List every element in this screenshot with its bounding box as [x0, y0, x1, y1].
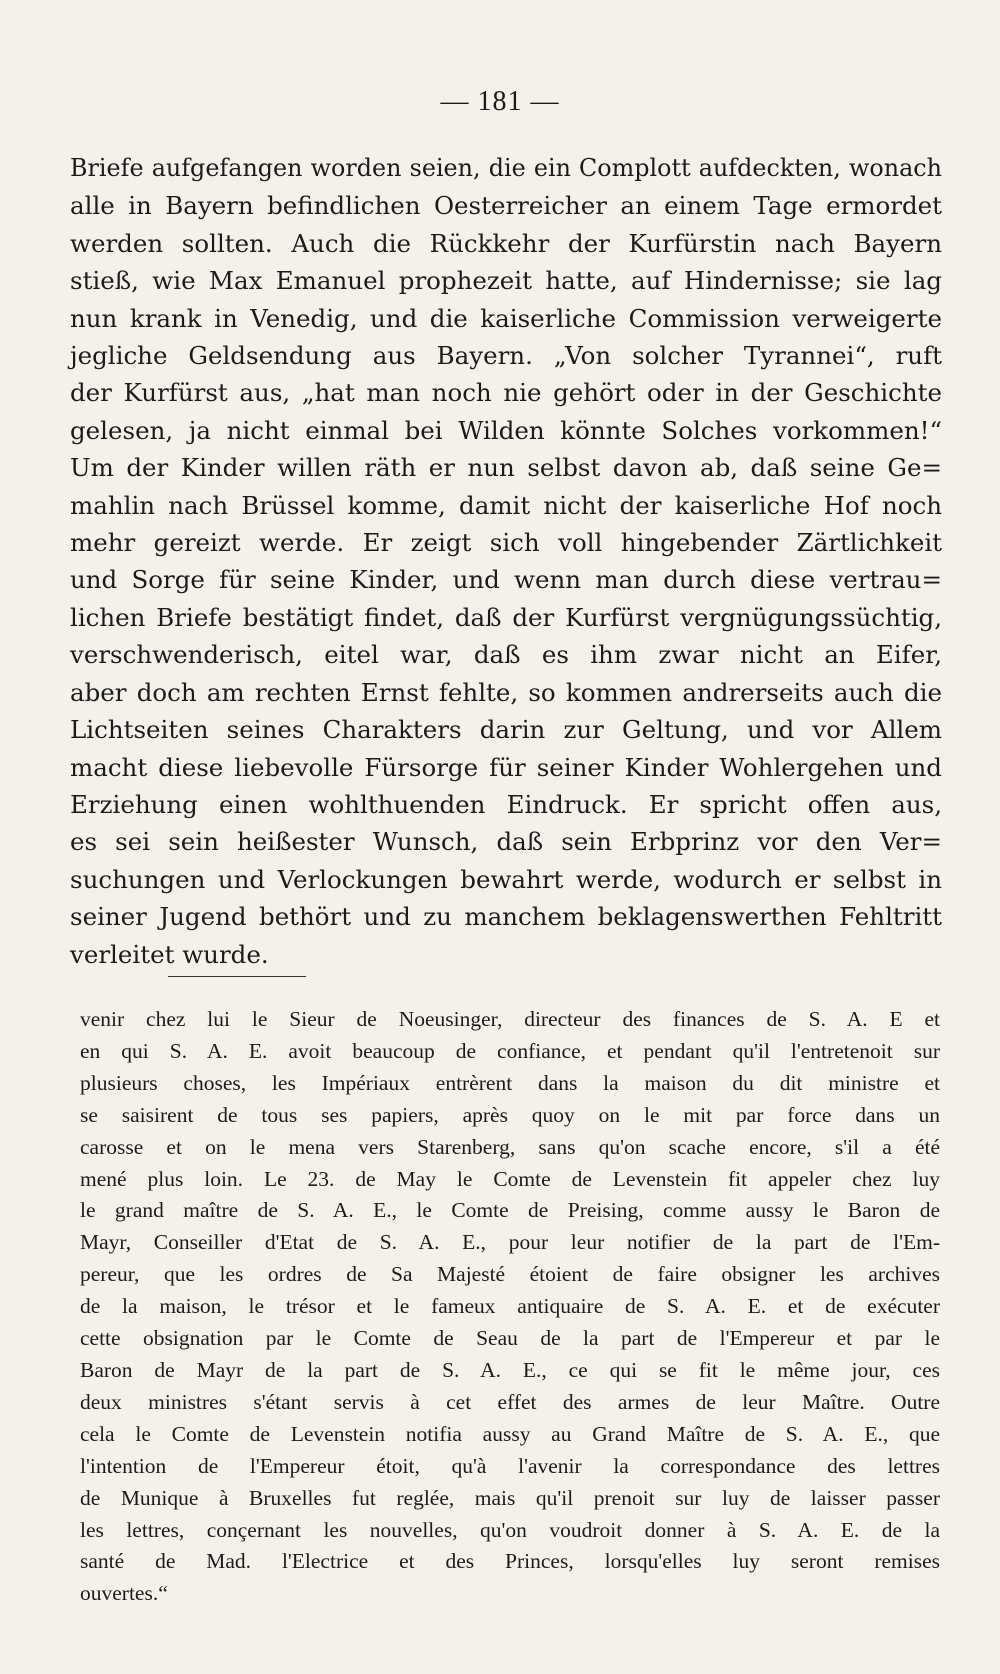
footnote-line: plusieurs choses, les Impériaux entrèrent dans la maison du dit ministre et — [80, 1070, 940, 1095]
footnote-line: carosse et on le mena vers Starenberg, sans qu'on scache encore, s'il a été — [80, 1134, 940, 1159]
main-text-line: suchungen und Verlockungen bewahrt werde, wodurch er selbst in — [70, 864, 942, 894]
main-text-line: seiner Jugend bethört und zu manchem beklagenswerthen Fehltritt — [70, 902, 942, 932]
footnote-line: les lettres, conçernant les nouvelles, qu'on voudroit donner à S. A. E. de la — [80, 1517, 940, 1542]
main-text-line: lichen Briefe bestätigt findet, daß der Kurfürst vergnügungssüchtig, — [70, 602, 942, 632]
main-text-line: es sei sein heißester Wunsch, daß sein Erbprinz vor den Ver= — [70, 827, 942, 857]
main-text-line: macht diese liebevolle Fürsorge für seiner Kinder Wohlergehen und — [70, 752, 942, 782]
footnote-line: en qui S. A. E. avoit beaucoup de confiance, et pendant qu'il l'entretenoit sur — [80, 1038, 940, 1063]
page-number: — 181 — — [440, 86, 560, 117]
footnote-line: mené plus loin. Le 23. de May le Comte de Levenstein fit appeler chez luy — [80, 1166, 940, 1191]
footnote — [80, 1004, 940, 1610]
footnote-line: Baron de Mayr de la part de S. A. E., ce qui se fit le même jour, ces — [80, 1357, 940, 1382]
main-text-line: Um der Kinder willen räth er nun selbst davon ab, daß seine Ge= — [70, 453, 942, 483]
main-text — [70, 150, 942, 973]
footnote-line: santé de Mad. l'Electrice et des Princes, lorsqu'elles luy seront remises — [80, 1549, 940, 1574]
footnote-line: se saisirent de tous ses papiers, après quoy on le mit par force dans un — [80, 1102, 940, 1127]
footnote-line: cela le Comte de Levenstein notifia aussy au Grand Maître de S. A. E., que — [80, 1421, 940, 1446]
main-text-line: alle in Bayern befindlichen Oesterreicher an einem Tage ermordet — [70, 191, 942, 221]
footnote-divider — [168, 976, 306, 977]
main-text-line: aber doch am rechten Ernst fehlte, so kommen andrerseits auch die — [70, 677, 942, 707]
main-text-line: verschwenderisch, eitel war, daß es ihm zwar nicht an Eifer, — [70, 640, 942, 670]
footnote-line: Mayr, Conseiller d'Etat de S. A. E., pour leur notifier de la part de l'Em- — [80, 1230, 940, 1255]
main-text-line: stieß, wie Max Emanuel prophezeit hatte, auf Hindernisse; sie lag — [70, 266, 942, 296]
footnote-line: l'intention de l'Empereur étoit, qu'à l'avenir la correspondance des lettres — [80, 1453, 940, 1478]
footnote-line: ouvertes.“ — [80, 1581, 168, 1606]
main-text-line: jegliche Geldsendung aus Bayern. „Von solcher Tyrannei“, ruft — [70, 341, 942, 371]
footnote-line: cette obsignation par le Comte de Seau de la part de l'Empereur et par le — [80, 1326, 940, 1351]
footnote-line: le grand maître de S. A. E., le Comte de Preising, comme aussy le Baron de — [80, 1198, 940, 1223]
main-text-line: der Kurfürst aus, „hat man noch nie gehört oder in der Geschichte — [70, 378, 942, 408]
main-text-line: gelesen, ja nicht einmal bei Wilden könnte Solches vorkommen!“ — [70, 415, 942, 445]
main-text-line: Lichtseiten seines Charakters darin zur Geltung, und vor Allem — [70, 715, 942, 745]
main-text-line: mahlin nach Brüssel komme, damit nicht der kaiserliche Hof noch — [70, 490, 942, 520]
main-text-line: mehr gereizt werde. Er zeigt sich voll hingebender Zärtlichkeit — [70, 528, 942, 558]
main-text-line: und Sorge für seine Kinder, und wenn man durch diese vertrau= — [70, 565, 942, 595]
main-text-line: nun krank in Venedig, und die kaiserliche Commission verweigerte — [70, 303, 942, 333]
footnote-line: deux ministres s'étant servis à cet effet des armes de leur Maître. Outre — [80, 1389, 940, 1414]
main-text-line: Briefe aufgefangen worden seien, die ein Complott aufdeckten, wonach — [70, 154, 942, 182]
footnote-line: pereur, que les ordres de Sa Majesté étoient de faire obsigner les archives — [80, 1262, 940, 1287]
main-text-line: werden sollten. Auch die Rückkehr der Kurfürstin nach Bayern — [70, 228, 942, 258]
footnote-line: de Munique à Bruxelles fut reglée, mais qu'il prenoit sur luy de laisser passer — [80, 1485, 940, 1510]
footnote-line: de la maison, le trésor et le fameux antiquaire de S. A. E. et de exécuter — [80, 1294, 940, 1319]
main-text-line: verleitet wurde. — [70, 939, 269, 969]
main-text-line: Erziehung einen wohlthuenden Eindruck. Er spricht offen aus, — [70, 789, 942, 819]
footnote-line: venir chez lui le Sieur de Noeusinger, directeur des finances de S. A. E et — [80, 1007, 940, 1031]
